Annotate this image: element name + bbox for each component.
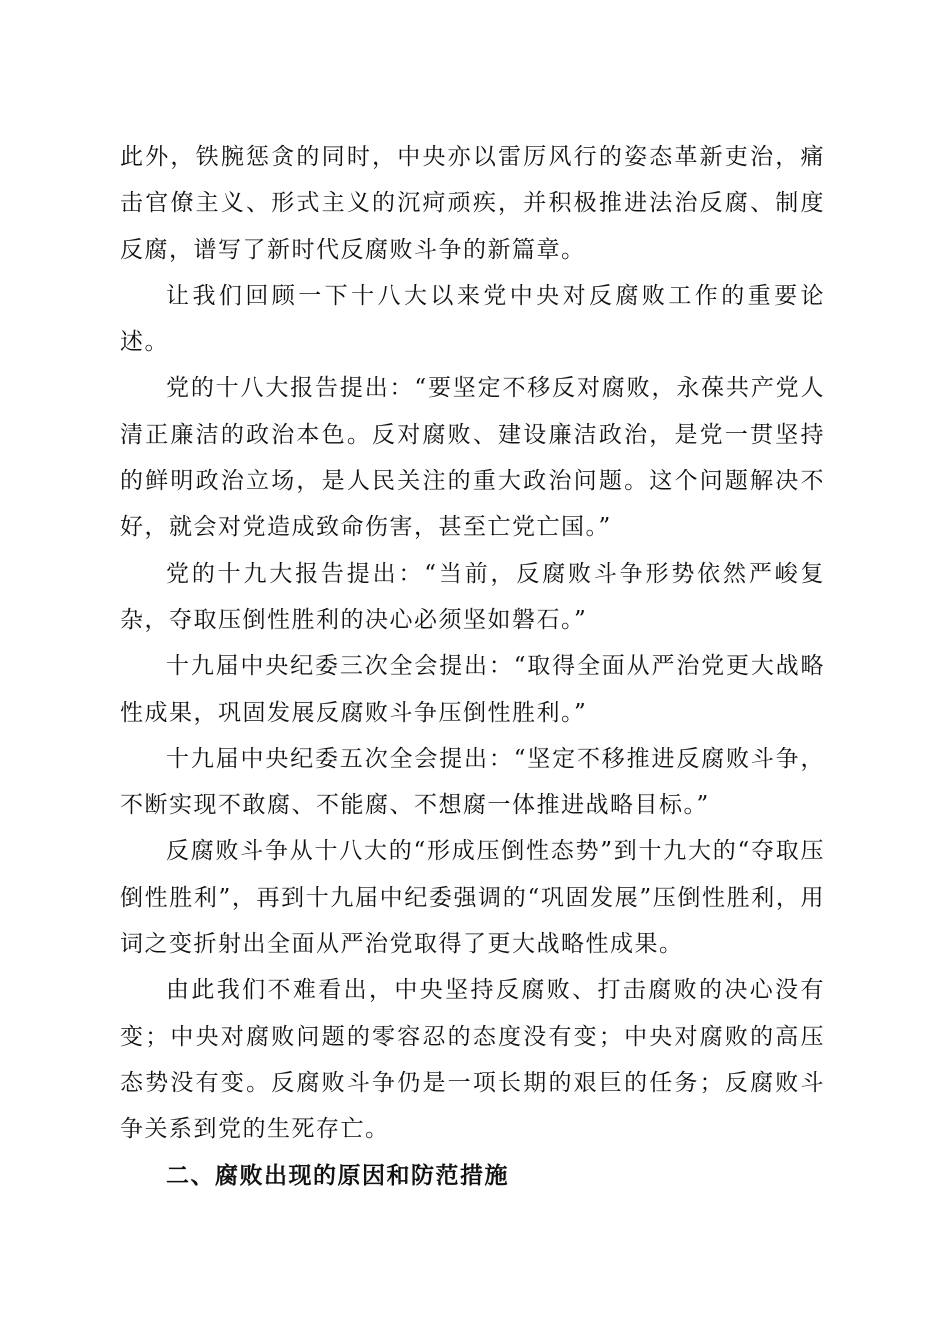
section-heading: 二、腐败出现的原因和防范措施 (166, 1162, 509, 1189)
paragraph: 由此我们不难看出，中央坚持反腐败、打击腐败的决心没有变；中央对腐败问题的零容忍的态度没有变；中央对腐败的高压态势没有变。反腐败斗争仍是一项长期的艰巨的任务；反腐败斗争关系到党的生死存亡。 (120, 977, 825, 1143)
document-body (120, 134, 825, 1199)
paragraph: 党的十八大报告提出：“要坚定不移反对腐败，永葆共产党人清正廉洁的政治本色。反对腐败、建设廉洁政治，是党一贯坚持的鲜明政治立场，是人民关注的重大政治问题。这个问题解决不好，就会对党造成致命伤害，甚至亡党亡国。” (120, 375, 825, 541)
paragraph: 此外，铁腕惩贪的同时，中央亦以雷厉风行的姿态革新吏治，痛击官僚主义、形式主义的沉疴顽疾，并积极推进法治反腐、制度反腐，谱写了新时代反腐败斗争的新篇章。 (120, 144, 825, 263)
paragraph: 十九届中央纪委五次全会提出：“坚定不移推进反腐败斗争，不断实现不敢腐、不能腐、不想腐一体推进战略目标。” (120, 745, 825, 819)
paragraph: 十九届中央纪委三次全会提出：“取得全面从严治党更大战略性成果，巩固发展反腐败斗争压倒性胜利。” (120, 653, 825, 726)
paragraph: 让我们回顾一下十八大以来党中央对反腐败工作的重要论述。 (120, 282, 825, 356)
paragraph: 反腐败斗争从十八大的“形成压倒性态势”到十九大的“夺取压倒性胜利”，再到十九届中纪委强调的“巩固发展”压倒性胜利，用词之变折射出全面从严治党取得了更大战略性成果。 (120, 838, 825, 958)
paragraph: 党的十九大报告提出：“当前，反腐败斗争形势依然严峻复杂，夺取压倒性胜利的决心必须坚如磐石。” (120, 560, 825, 633)
